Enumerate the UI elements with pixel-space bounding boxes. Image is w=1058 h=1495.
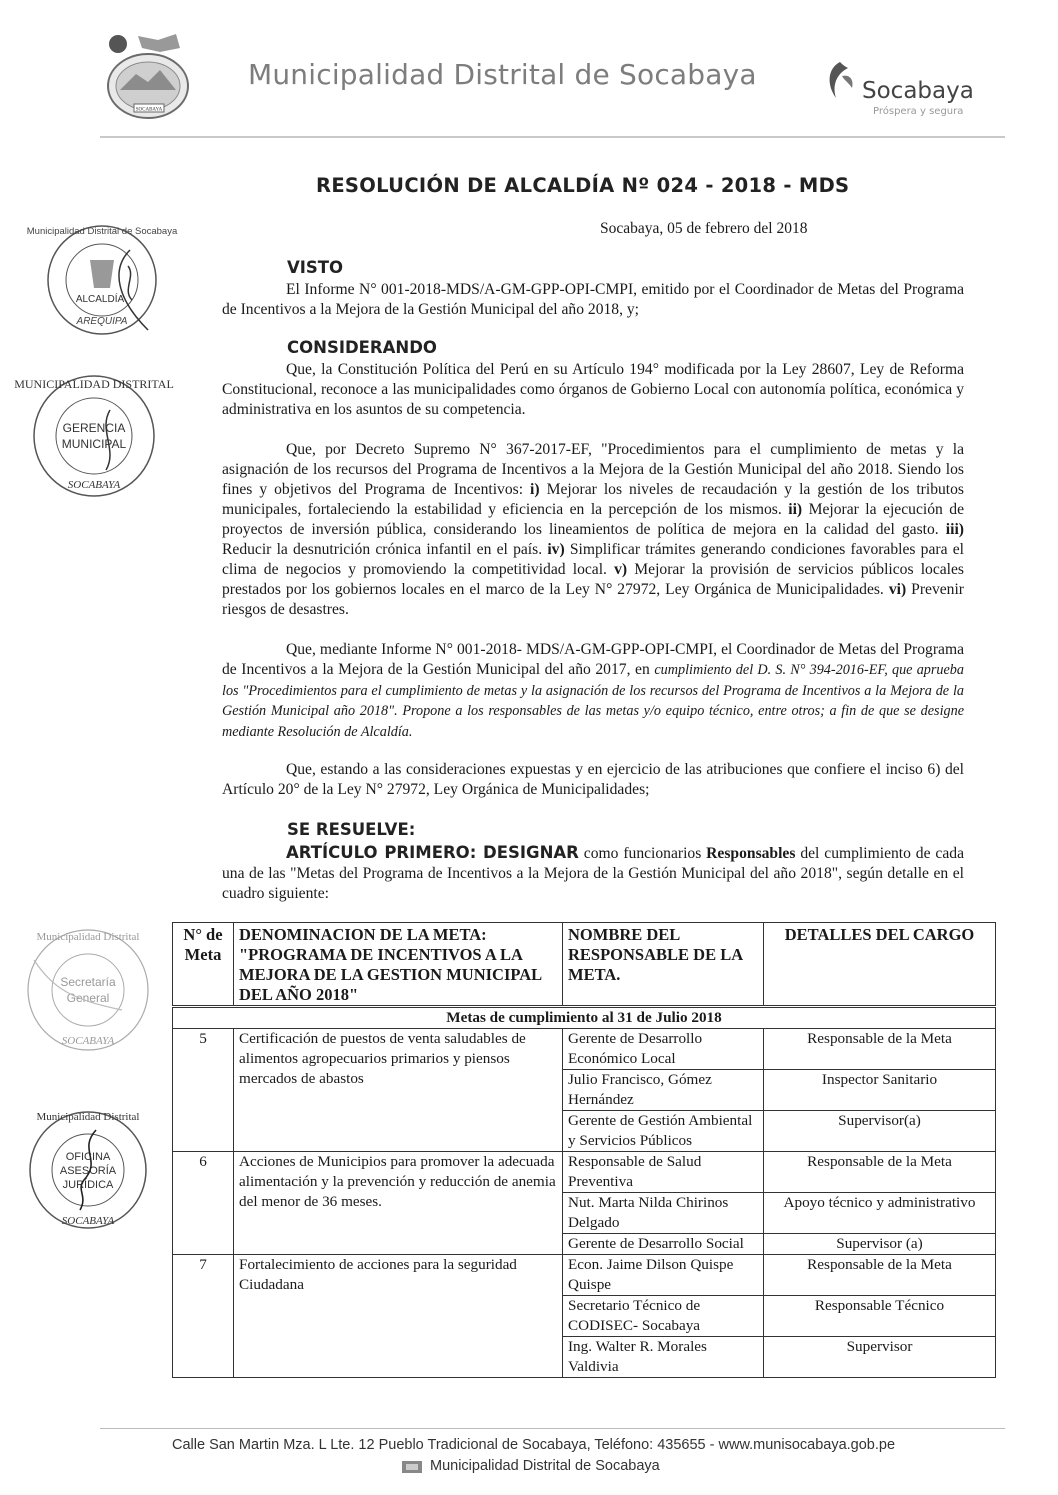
asesoria-stamp-center-3: JURÍDICA bbox=[62, 1179, 114, 1191]
municipal-coat-of-arms-logo bbox=[98, 30, 194, 122]
asesoria-stamp-center-2: ASESORÍA bbox=[59, 1165, 117, 1177]
table-row bbox=[173, 1255, 996, 1296]
table-row bbox=[173, 1152, 996, 1193]
asesoria-stamp-center-1: OFICINA bbox=[65, 1151, 111, 1163]
gerencia-stamp-center-1: GERENCIA bbox=[62, 421, 126, 435]
considerando-paragraph-3: Que, mediante Informe N° 001-2018- MDS/A-GM-GPP-OPI-CMPI, el Coordinador de Metas del Programa de Incentivos a la Mejora de la Gestión Municipal del año 2017, en cumplimiento del D. S. N° 394-2016-EF, que aprueba los "Procedimientos para el cumplimiento de metas y la asignación de los recursos del Programa de Incentivos a la Mejora de la Gestión Municipal año 2018". Propone a los responsables de las metas y/o equipo técnico, entre otros; a fin de que se designe mediante Resolución de Alcaldía. bbox=[222, 641, 964, 740]
visto-heading: VISTO bbox=[287, 258, 344, 277]
institution-title: Municipalidad Distrital de Socabaya bbox=[248, 58, 757, 91]
gerencia-stamp-center-2: MUNICIPAL bbox=[61, 437, 127, 451]
metas-responsables-table bbox=[172, 922, 996, 1378]
meta-cargo: Supervisor (a) bbox=[764, 1234, 996, 1255]
logo-banner-text: SOCABAYA bbox=[135, 107, 163, 113]
header-denominacion: DENOMINACION DE LA META: "PROGRAMA DE INCENTIVOS A LA MEJORA DE LA GESTION MUNICIPAL DEL AÑO 2018" bbox=[234, 923, 563, 1007]
brand-tagline: Próspera y segura bbox=[873, 106, 964, 117]
meta-cargo: Inspector Sanitario bbox=[764, 1070, 996, 1111]
footer-divider bbox=[100, 1428, 1005, 1429]
header-numero-meta: N° de Meta bbox=[173, 923, 234, 1007]
meta-number: 5 bbox=[173, 1029, 234, 1152]
gerencia-stamp-ring: MUNICIPALIDAD DISTRITAL bbox=[14, 377, 174, 391]
meta-responsable: Responsable de Salud Preventiva bbox=[563, 1152, 764, 1193]
meta-cargo: Responsable de la Meta bbox=[764, 1255, 996, 1296]
gerencia-stamp-bottom: SOCABAYA bbox=[67, 479, 121, 491]
meta-cargo: Responsable de la Meta bbox=[764, 1152, 996, 1193]
header-responsable: NOMBRE DEL RESPONSABLE DE LA META. bbox=[563, 923, 764, 1007]
metas-subheader: Metas de cumplimiento al 31 de Julio 2018 bbox=[173, 1007, 996, 1029]
meta-responsable: Secretario Técnico de CODISEC- Socabaya bbox=[563, 1296, 764, 1337]
table-subheader-row bbox=[173, 1007, 996, 1029]
secretaria-stamp-center-2: General bbox=[66, 991, 110, 1005]
meta-cargo: Apoyo técnico y administrativo bbox=[764, 1193, 996, 1234]
meta-responsable: Nut. Marta Nilda Chirinos Delgado bbox=[563, 1193, 764, 1234]
secretaria-stamp-ring: Municipalidad Distrital bbox=[36, 931, 140, 943]
meta-responsable: Ing. Walter R. Morales Valdivia bbox=[563, 1337, 764, 1378]
meta-responsable: Gerente de Desarrollo Económico Local bbox=[563, 1029, 764, 1070]
alcaldia-stamp-ring: Municipalidad Distrital de Socabaya bbox=[26, 226, 178, 237]
meta-number: 7 bbox=[173, 1255, 234, 1378]
meta-description: Certificación de puestos de venta saludables de alimentos agropecuarios primarios y piensos mercados de abastos bbox=[234, 1029, 563, 1152]
meta-description: Acciones de Municipios para promover la adecuada alimentación y la prevención y reducción de anemia del menor de 36 meses. bbox=[234, 1152, 563, 1255]
asesoria-stamp-bottom: SOCABAYA bbox=[61, 1215, 115, 1227]
considerando-paragraph-2: Que, por Decreto Supremo N° 367-2017-EF, "Procedimientos para el cumplimiento de metas y la asignación de los recursos del Programa de Incentivos a la Mejora de la Gestión Municipal del año 2018. Siendo los fines y objetivos del Programa de Incentivos: i) Mejorar los niveles de recaudación y la gestión de los tributos municipales, fortaleciendo la estabilidad y eficiencia en la percepción de los mismos. ii) Mejorar la ejecución de proyectos de inversión pública, considerando los lineamientos de política de mejora en la calidad del gasto. iii) Reducir la desnutrición crónica infantil en el país. iv) Simplificar trámites generando condiciones favorables para el clima de negocios y promoviendo la competitividad local. v) Mejorar la provisión de servicios públicos locales prestados por los gobiernos locales en el marco de la Ley N° 27972, Ley Orgánica de Municipalidades. vi) Prevenir riesgos de desastres. bbox=[222, 441, 965, 618]
meta-cargo: Responsable Técnico bbox=[764, 1296, 996, 1337]
considerando-paragraph-1: Que, la Constitución Política del Perú en su Artículo 194° modificada por la Ley 28607, Ley de Reforma Constitucional, reconoce a las municipalidades como órganos de Gobierno Local con autonomía política, económica y administrativa en los asuntos de su competencia. bbox=[222, 361, 964, 418]
header-cargo: DETALLES DEL CARGO bbox=[764, 923, 996, 1007]
meta-number: 6 bbox=[173, 1152, 234, 1255]
articulo-primero-paragraph: ARTÍCULO PRIMERO: DESIGNAR como funcionarios Responsables del cumplimiento de cada una de las "Metas del Programa de Incentivos a la Mejora de la Gestión Municipal del año 2018", según detalle en el cuadro siguiente: bbox=[222, 843, 964, 902]
meta-cargo: Supervisor(a) bbox=[764, 1111, 996, 1152]
considerando-paragraph-4: Que, estando a las consideraciones expuestas y en ejercicio de las atribuciones que confiere el inciso 6) del Artículo 20° de la Ley N° 27972, Ley Orgánica de Municipalidades; bbox=[222, 761, 964, 798]
secretaria-stamp-center-1: Secretaría bbox=[60, 975, 116, 989]
meta-responsable: Econ. Jaime Dilson Quispe Quispe bbox=[563, 1255, 764, 1296]
meta-responsable: Gerente de Gestión Ambiental y Servicios Públicos bbox=[563, 1111, 764, 1152]
resolution-title: RESOLUCIÓN DE ALCALDÍA Nº 024 - 2018 - MDS bbox=[316, 174, 850, 197]
brand-name: Socabaya bbox=[862, 78, 974, 104]
visto-paragraph: El Informe N° 001-2018-MDS/A-GM-GPP-OPI-CMPI, emitido por el Coordinador de Metas del Programa de Incentivos a la Mejora de la Gestión Municipal del año 2018, y; bbox=[222, 281, 964, 318]
meta-cargo: Responsable de la Meta bbox=[764, 1029, 996, 1070]
secretaria-stamp-bottom: SOCABAYA bbox=[61, 1035, 115, 1047]
resolution-date: Socabaya, 05 de febrero del 2018 bbox=[600, 220, 808, 237]
alcaldia-stamp-center: ALCALDÍA bbox=[75, 294, 125, 305]
meta-description: Fortalecimiento de acciones para la seguridad Ciudadana bbox=[234, 1255, 563, 1378]
footer-institution: Municipalidad Distrital de Socabaya bbox=[430, 1458, 660, 1474]
considerando-heading: CONSIDERANDO bbox=[287, 338, 437, 357]
table-header-row bbox=[173, 923, 996, 1007]
alcaldia-seal-stamp bbox=[26, 220, 178, 340]
asesoria-stamp-ring: Municipalidad Distrital bbox=[36, 1111, 140, 1123]
meta-responsable: Julio Francisco, Gómez Hernández bbox=[563, 1070, 764, 1111]
se-resuelve-heading: SE RESUELVE: bbox=[287, 820, 416, 839]
table-row bbox=[173, 1029, 996, 1070]
secretaria-general-seal-stamp bbox=[14, 920, 164, 1060]
gerencia-municipal-seal-stamp bbox=[14, 370, 174, 502]
footer-logo-icon bbox=[400, 1458, 424, 1476]
footer-address: Calle San Martin Mza. L Lte. 12 Pueblo Tradicional de Socabaya, Teléfono: 435655 - www.munisocabaya.gob.pe bbox=[172, 1437, 896, 1453]
alcaldia-stamp-bottom: AREQUIPA bbox=[76, 316, 128, 327]
header-divider bbox=[100, 136, 1005, 138]
meta-responsable: Gerente de Desarrollo Social bbox=[563, 1234, 764, 1255]
meta-cargo: Supervisor bbox=[764, 1337, 996, 1378]
asesoria-juridica-seal-stamp bbox=[18, 1100, 160, 1240]
socabaya-brand-icon bbox=[822, 58, 858, 102]
